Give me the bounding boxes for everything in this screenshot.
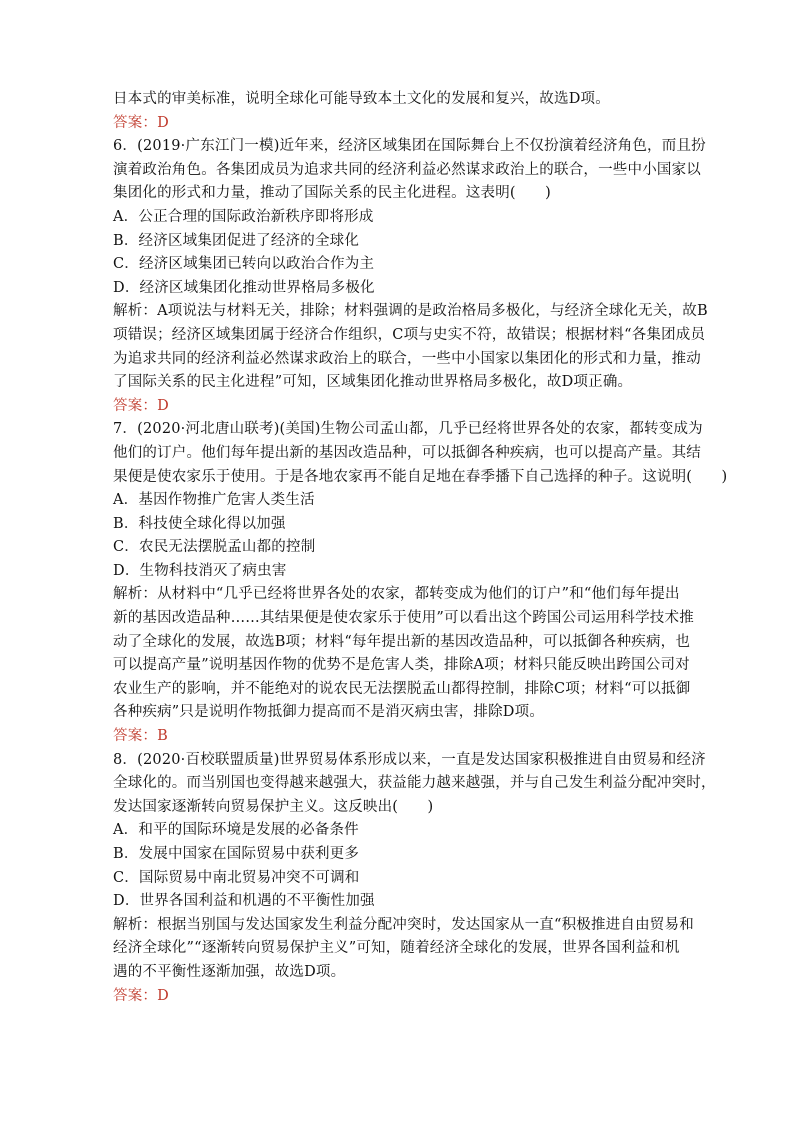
- analysis-line: 可以提高产量”说明基因作物的优势不是危害人类，排除A项；材料只能反映出跨国公司对: [113, 657, 690, 674]
- analysis-line: 新的基因改造品种……其结果便是使农家乐于使用”可以看出这个跨国公司运用科学技术推: [113, 610, 694, 627]
- question-stem-line: 7．(2020·河北唐山联考)(美国)生物公司孟山都，几乎已经将世界各处的农家，都转变成为: [113, 421, 703, 438]
- analysis-line: 农业生产的影响，并不能绝对的说农民无法摆脱孟山都得控制，排除C项；材料“可以抵御: [113, 680, 691, 697]
- analysis-line: 解析：从材料中“几乎已经将世界各处的农家，都转变成为他们的订户”和“他们每年提出: [113, 586, 680, 603]
- question-7: [113, 418, 728, 748]
- analysis-line: 为追求共同的经济利益必然谋求政治上的联合，一些中小国家以集团化的形式和力量，推动: [113, 350, 701, 367]
- answer-line: 答案：D: [113, 114, 169, 131]
- option-a: A．和平的国际环境是发展的必备条件: [113, 822, 359, 839]
- question-stem-line: 演着政治角色。各集团成员为追求共同的经济利益必然谋求政治上的联合，一些中小国家以: [113, 161, 701, 178]
- option-d: D．世界各国利益和机遇的不平衡性加强: [113, 893, 375, 910]
- question-stem-line: 发达国家逐渐转向贸易保护主义。这反映出( ): [113, 798, 434, 815]
- option-b: B．发展中国家在国际贸易中获利更多: [113, 846, 360, 862]
- option-c: C．经济区域集团已转向以政治合作为主: [113, 256, 375, 273]
- question-stem-line: 6．(2019·广东江门一模)近年来，经济区域集团在国际舞台上不仅扮演着经济角色，而且扮: [113, 138, 706, 155]
- option-a: A．基因作物推广危害人类生活: [113, 492, 315, 509]
- answer-line: 答案：D: [113, 987, 169, 1004]
- option-d: D．生物科技消灭了病虫害: [113, 562, 287, 579]
- option-c: C．农民无法摆脱孟山都的控制: [113, 539, 316, 556]
- analysis-line: 日本式的审美标准，说明全球化可能导致本土文化的发展和复兴，故选D项。: [113, 91, 610, 107]
- analysis-line: 遇的不平衡性逐渐加强，故选D项。: [113, 963, 346, 980]
- question-6: [113, 135, 708, 418]
- question-stem-line: 8．(2020·百校联盟质量)世界贸易体系形成以来，一直是发达国家积极推进自由贸易和经济: [113, 751, 706, 768]
- answer-line: 答案：B: [113, 728, 168, 745]
- option-b: B．科技使全球化得以加强: [113, 515, 286, 532]
- option-b: B．经济区域集团促进了经济的全球化: [113, 232, 360, 249]
- option-d: D．经济区域集团化推动世界格局多极化: [113, 279, 375, 296]
- option-c: C．国际贸易中南北贸易冲突不可调和: [113, 869, 360, 886]
- option-a: A．公正合理的国际政治新秩序即将形成: [113, 208, 374, 225]
- analysis-line: 解析：根据当别国与发达国家发生利益分配冲突时，发达国家从一直“积极推进自由贸易和: [113, 916, 694, 933]
- analysis-line: 经济全球化”“逐渐转向贸易保护主义”可知，随着经济全球化的发展，世界各国利益和机: [113, 940, 680, 957]
- question-8: [113, 749, 716, 1009]
- question-stem-line: 果便是使农家乐于使用。于是各地农家再不能自足地在春季播下自己选择的种子。这说明( ): [113, 468, 728, 485]
- analysis-line: 项错误；经济区域集团属于经济合作组织，C项与史实不符，故错误；根据材料“各集团成员: [113, 326, 706, 343]
- document-body: [113, 88, 728, 1008]
- question-stem-line: 他们的订户。他们每年提出新的基因改造品种，可以抵御各种疾病，也可以提高产量。其结: [113, 444, 701, 461]
- analysis-line: 了国际关系的民主化进程”可知，区域集团化推动世界格局多极化，故D项正确。: [113, 374, 633, 391]
- analysis-line: 动了全球化的发展，故选B项；材料“每年提出新的基因改造品种，可以抵御各种疾病，也: [113, 633, 691, 650]
- answer-line: 答案：D: [113, 397, 169, 414]
- analysis-line: 解析：A项说法与材料无关，排除；材料强调的是政治格局多极化，与经济全球化无关，故B: [113, 303, 708, 320]
- analysis-line: 各种疾病”只是说明作物抵御力提高而不是消灭病虫害，排除D项。: [113, 704, 545, 721]
- question-stem-line: 全球化的。而当别国也变得越来越强大，获益能力越来越强，并与自己发生利益分配冲突时，: [113, 775, 716, 792]
- intro-block: [113, 88, 693, 135]
- question-stem-line: 集团化的形式和力量，推动了国际关系的民主化进程。这表明( ): [113, 185, 552, 202]
